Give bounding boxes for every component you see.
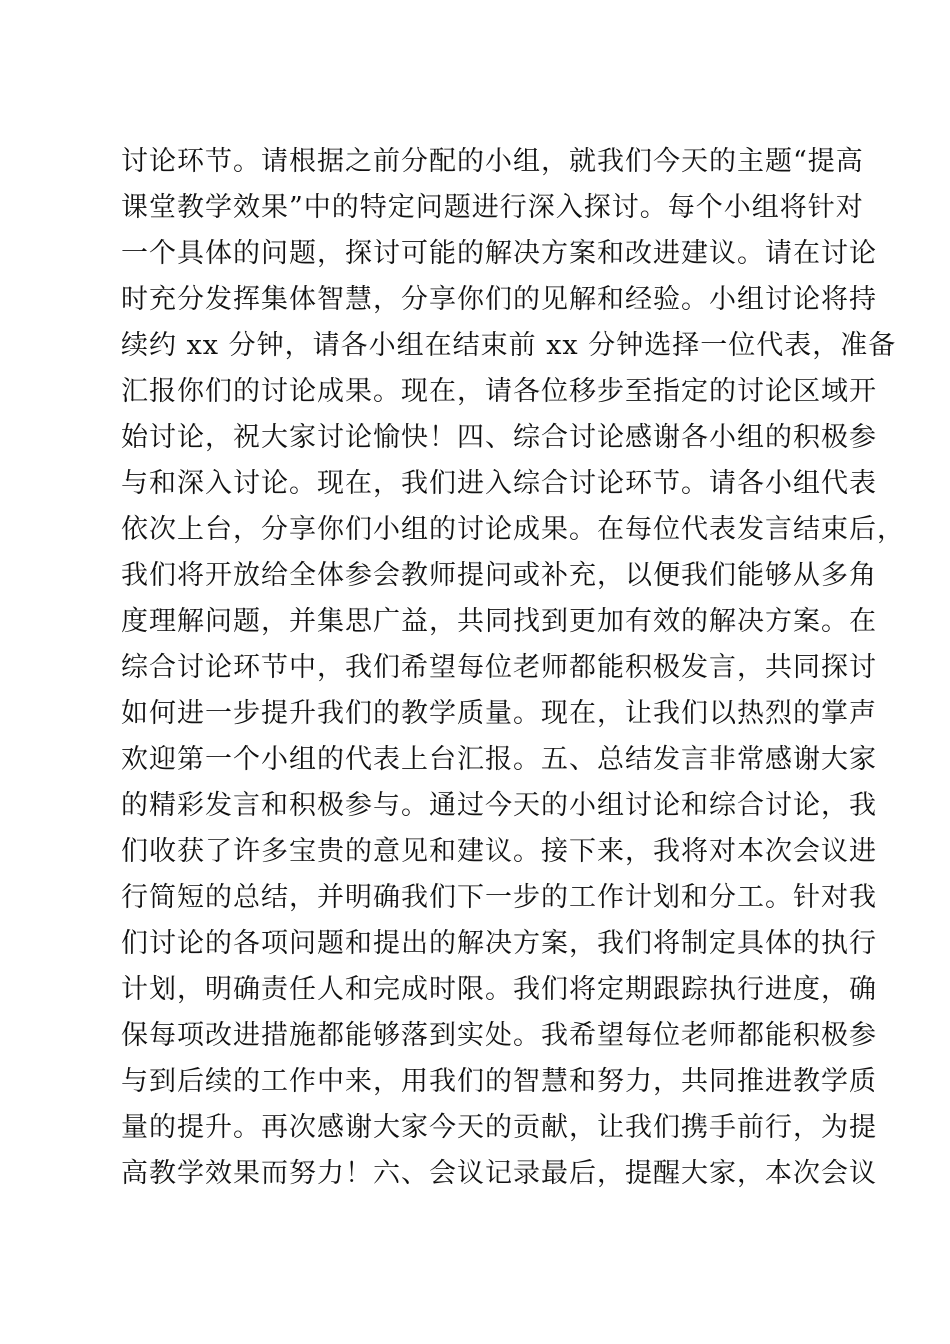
text-line-13: 如何进一步提升我们的教学质量。现在，让我们以热烈的掌声 — [121, 698, 877, 729]
body-text — [121, 139, 905, 1197]
text-line-12: 综合讨论环节中，我们希望每位老师都能积极发言，共同探讨 — [121, 652, 877, 683]
text-line-16: 们收获了许多宝贵的意见和建议。接下来，我将对本次会议进 — [121, 836, 877, 867]
text-line-20: 保每项改进措施都能够落到实处。我希望每位老师都能积极参 — [121, 1020, 877, 1051]
text-line-22: 量的提升。再次感谢大家今天的贡献，让我们携手前行，为提 — [121, 1112, 877, 1143]
text-line-15: 的精彩发言和积极参与。通过今天的小组讨论和综合讨论，我 — [121, 790, 877, 821]
text-line-3: 一个具体的问题，探讨可能的解决方案和改进建议。请在讨论 — [121, 238, 877, 269]
text-line-18: 们讨论的各项问题和提出的解决方案，我们将制定具体的执行 — [121, 928, 877, 959]
text-line-4: 时充分发挥集体智慧，分享你们的见解和经验。小组讨论将持 — [121, 284, 877, 315]
text-line-5: 续约 xx 分钟，请各小组在结束前 xx 分钟选择一位代表，准备 — [121, 330, 897, 361]
text-line-19: 计划，明确责任人和完成时限。我们将定期跟踪执行进度，确 — [121, 974, 877, 1005]
text-line-14: 欢迎第一个小组的代表上台汇报。五、总结发言非常感谢大家 — [121, 744, 877, 775]
text-line-23: 高教学效果而努力！六、会议记录最后，提醒大家，本次会议 — [121, 1158, 877, 1189]
text-line-21: 与到后续的工作中来，用我们的智慧和努力，共同推进教学质 — [121, 1066, 877, 1097]
text-line-1: 讨论环节。请根据之前分配的小组，就我们今天的主题“提高 — [121, 146, 864, 177]
text-line-8: 与和深入讨论。现在，我们进入综合讨论环节。请各小组代表 — [121, 468, 877, 499]
text-line-9: 依次上台，分享你们小组的讨论成果。在每位代表发言结束后， — [121, 514, 905, 545]
text-line-10: 我们将开放给全体参会教师提问或补充，以便我们能够从多角 — [121, 560, 877, 591]
text-line-7: 始讨论，祝大家讨论愉快！四、综合讨论感谢各小组的积极参 — [121, 422, 877, 453]
text-line-6: 汇报你们的讨论成果。现在，请各位移步至指定的讨论区域开 — [121, 376, 877, 407]
text-line-2: 课堂教学效果”中的特定问题进行深入探讨。每个小组将针对 — [121, 192, 864, 223]
text-line-17: 行简短的总结，并明确我们下一步的工作计划和分工。针对我 — [121, 882, 877, 913]
text-line-11: 度理解问题，并集思广益，共同找到更加有效的解决方案。在 — [121, 606, 877, 637]
